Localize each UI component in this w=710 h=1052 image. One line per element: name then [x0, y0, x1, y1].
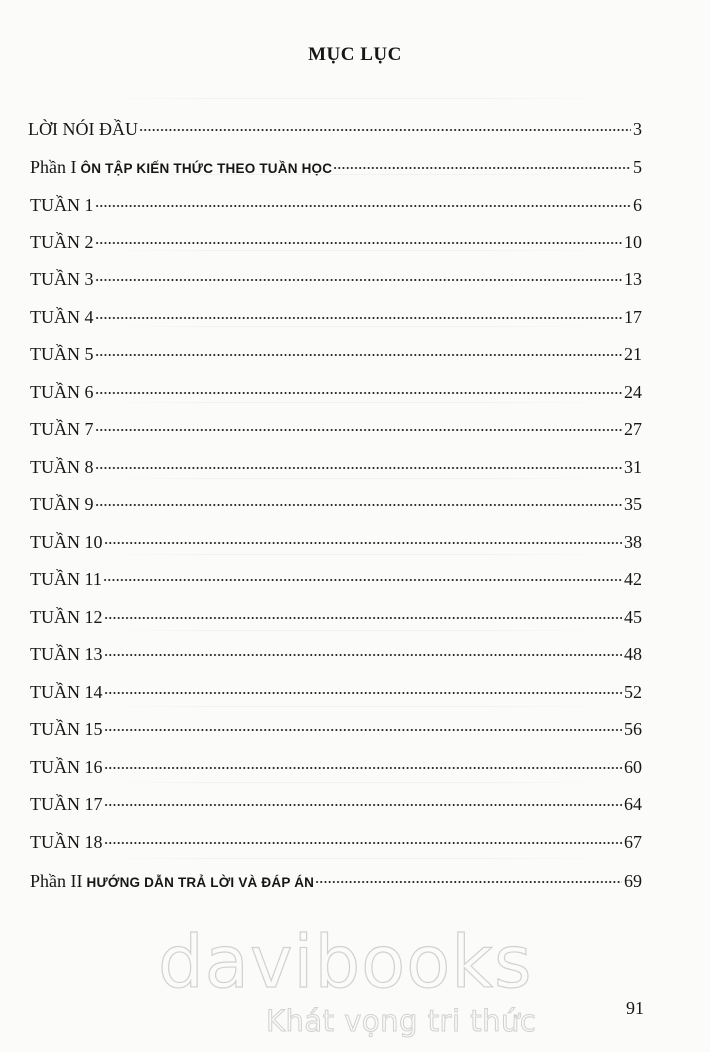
toc-entry-label: HƯỚNG DẪN TRẢ LỜI VÀ ĐÁP ÁN	[86, 875, 315, 890]
toc-entry-tuan-18	[30, 831, 642, 853]
toc-entry-page: 67	[624, 832, 642, 852]
toc-entry-label: TUẦN 14	[30, 682, 103, 702]
toc-entry-tuan-5	[30, 343, 642, 365]
leader-dots	[104, 799, 623, 807]
toc-entry-page: 5	[633, 157, 642, 177]
toc-entry-tuan-10	[30, 531, 642, 553]
toc-entry-page: 42	[624, 569, 642, 589]
toc-entry-label: ÔN TẬP KIẾN THỨC THEO TUẦN HỌC	[80, 161, 333, 176]
toc-entry-page: 64	[624, 794, 642, 814]
leader-dots	[95, 499, 623, 507]
toc-entry-loi-noi-dau	[28, 118, 642, 140]
toc-entry-label: LỜI NÓI ĐẦU	[28, 119, 138, 139]
leader-dots	[95, 387, 623, 395]
toc-entry-tuan-17	[30, 793, 642, 815]
toc-entry-tuan-1	[30, 194, 642, 216]
toc-entry-page: 56	[624, 719, 642, 739]
toc-entry-label: TUẦN 10	[30, 532, 103, 552]
toc-entry-label: TUẦN 2	[30, 232, 94, 252]
toc-entry-page: 10	[624, 232, 642, 252]
toc-entry-label: TUẦN 5	[30, 344, 94, 364]
toc-entry-tuan-13	[30, 643, 642, 665]
leader-dots	[104, 724, 623, 732]
toc-entry-prefix: Phần I	[30, 157, 77, 177]
leader-dots	[315, 876, 622, 884]
watermark	[150, 920, 570, 1040]
leader-dots	[104, 687, 623, 695]
toc-entry-tuan-2	[30, 231, 642, 253]
toc-entry-label: TUẦN 18	[30, 832, 103, 852]
toc-entry-tuan-9	[30, 493, 642, 515]
toc-entry-label: TUẦN 8	[30, 457, 94, 477]
toc-entry-tuan-14	[30, 681, 642, 703]
leader-dots	[104, 537, 623, 545]
leader-dots	[95, 349, 623, 357]
leader-dots	[104, 649, 623, 657]
toc-entry-label: TUẦN 11	[30, 569, 102, 589]
toc-entry-label: TUẦN 7	[30, 419, 94, 439]
leader-dots	[104, 837, 623, 845]
toc-entry-tuan-15	[30, 718, 642, 740]
leader-dots	[333, 162, 631, 170]
toc-entry-label: TUẦN 6	[30, 382, 94, 402]
toc-entry-tuan-11	[30, 568, 642, 590]
leader-dots	[104, 762, 623, 770]
leader-dots	[139, 124, 631, 132]
toc-entry-page: 31	[624, 457, 642, 477]
leader-dots	[95, 424, 623, 432]
toc-entry-label: TUẦN 15	[30, 719, 103, 739]
toc-entry-phan-i	[30, 156, 642, 180]
toc-entry-page: 17	[624, 307, 642, 327]
toc-entry-page: 21	[624, 344, 642, 364]
watermark-brand: davibooks	[158, 920, 533, 1004]
leader-dots	[103, 574, 622, 582]
toc-entry-page: 60	[624, 757, 642, 777]
toc-entry-label: TUẦN 16	[30, 757, 103, 777]
toc-entry-label: TUẦN 13	[30, 644, 103, 664]
toc-entry-label: TUẦN 12	[30, 607, 103, 627]
page-number: 91	[626, 998, 644, 1018]
toc-entry-tuan-16	[30, 756, 642, 778]
toc-entry-label: TUẦN 17	[30, 794, 103, 814]
toc-entry-page: 69	[624, 871, 642, 891]
toc-entry-tuan-7	[30, 418, 642, 440]
toc-entry-label: TUẦN 9	[30, 494, 94, 514]
toc-entry-page: 52	[624, 682, 642, 702]
leader-dots	[95, 462, 623, 470]
toc-entry-page: 35	[624, 494, 642, 514]
leader-dots	[95, 274, 623, 282]
toc-entry-label: TUẦN 3	[30, 269, 94, 289]
toc-entry-phan-ii	[30, 870, 642, 894]
leader-dots	[95, 200, 632, 208]
page-title: MỤC LỤC	[308, 44, 402, 65]
toc-entry-tuan-3	[30, 268, 642, 290]
leader-dots	[104, 612, 623, 620]
toc-entry-page: 3	[633, 119, 642, 139]
toc-entry-tuan-4	[30, 306, 642, 328]
toc-entry-page: 27	[624, 419, 642, 439]
toc-entry-tuan-8	[30, 456, 642, 478]
watermark-tagline: Khát vọng tri thức	[266, 1004, 537, 1038]
toc-entry-page: 24	[624, 382, 642, 402]
toc-entry-page: 6	[633, 195, 642, 215]
toc-entry-page: 45	[624, 607, 642, 627]
toc-entry-tuan-12	[30, 606, 642, 628]
toc-entry-label: TUẦN 1	[30, 195, 94, 215]
leader-dots	[95, 237, 623, 245]
leader-dots	[95, 312, 623, 320]
toc-entry-label: TUẦN 4	[30, 307, 94, 327]
toc-entry-page: 38	[624, 532, 642, 552]
toc-entry-page: 13	[624, 269, 642, 289]
toc-entry-page: 48	[624, 644, 642, 664]
toc-entry-prefix: Phần II	[30, 871, 83, 891]
toc-entry-tuan-6	[30, 381, 642, 403]
